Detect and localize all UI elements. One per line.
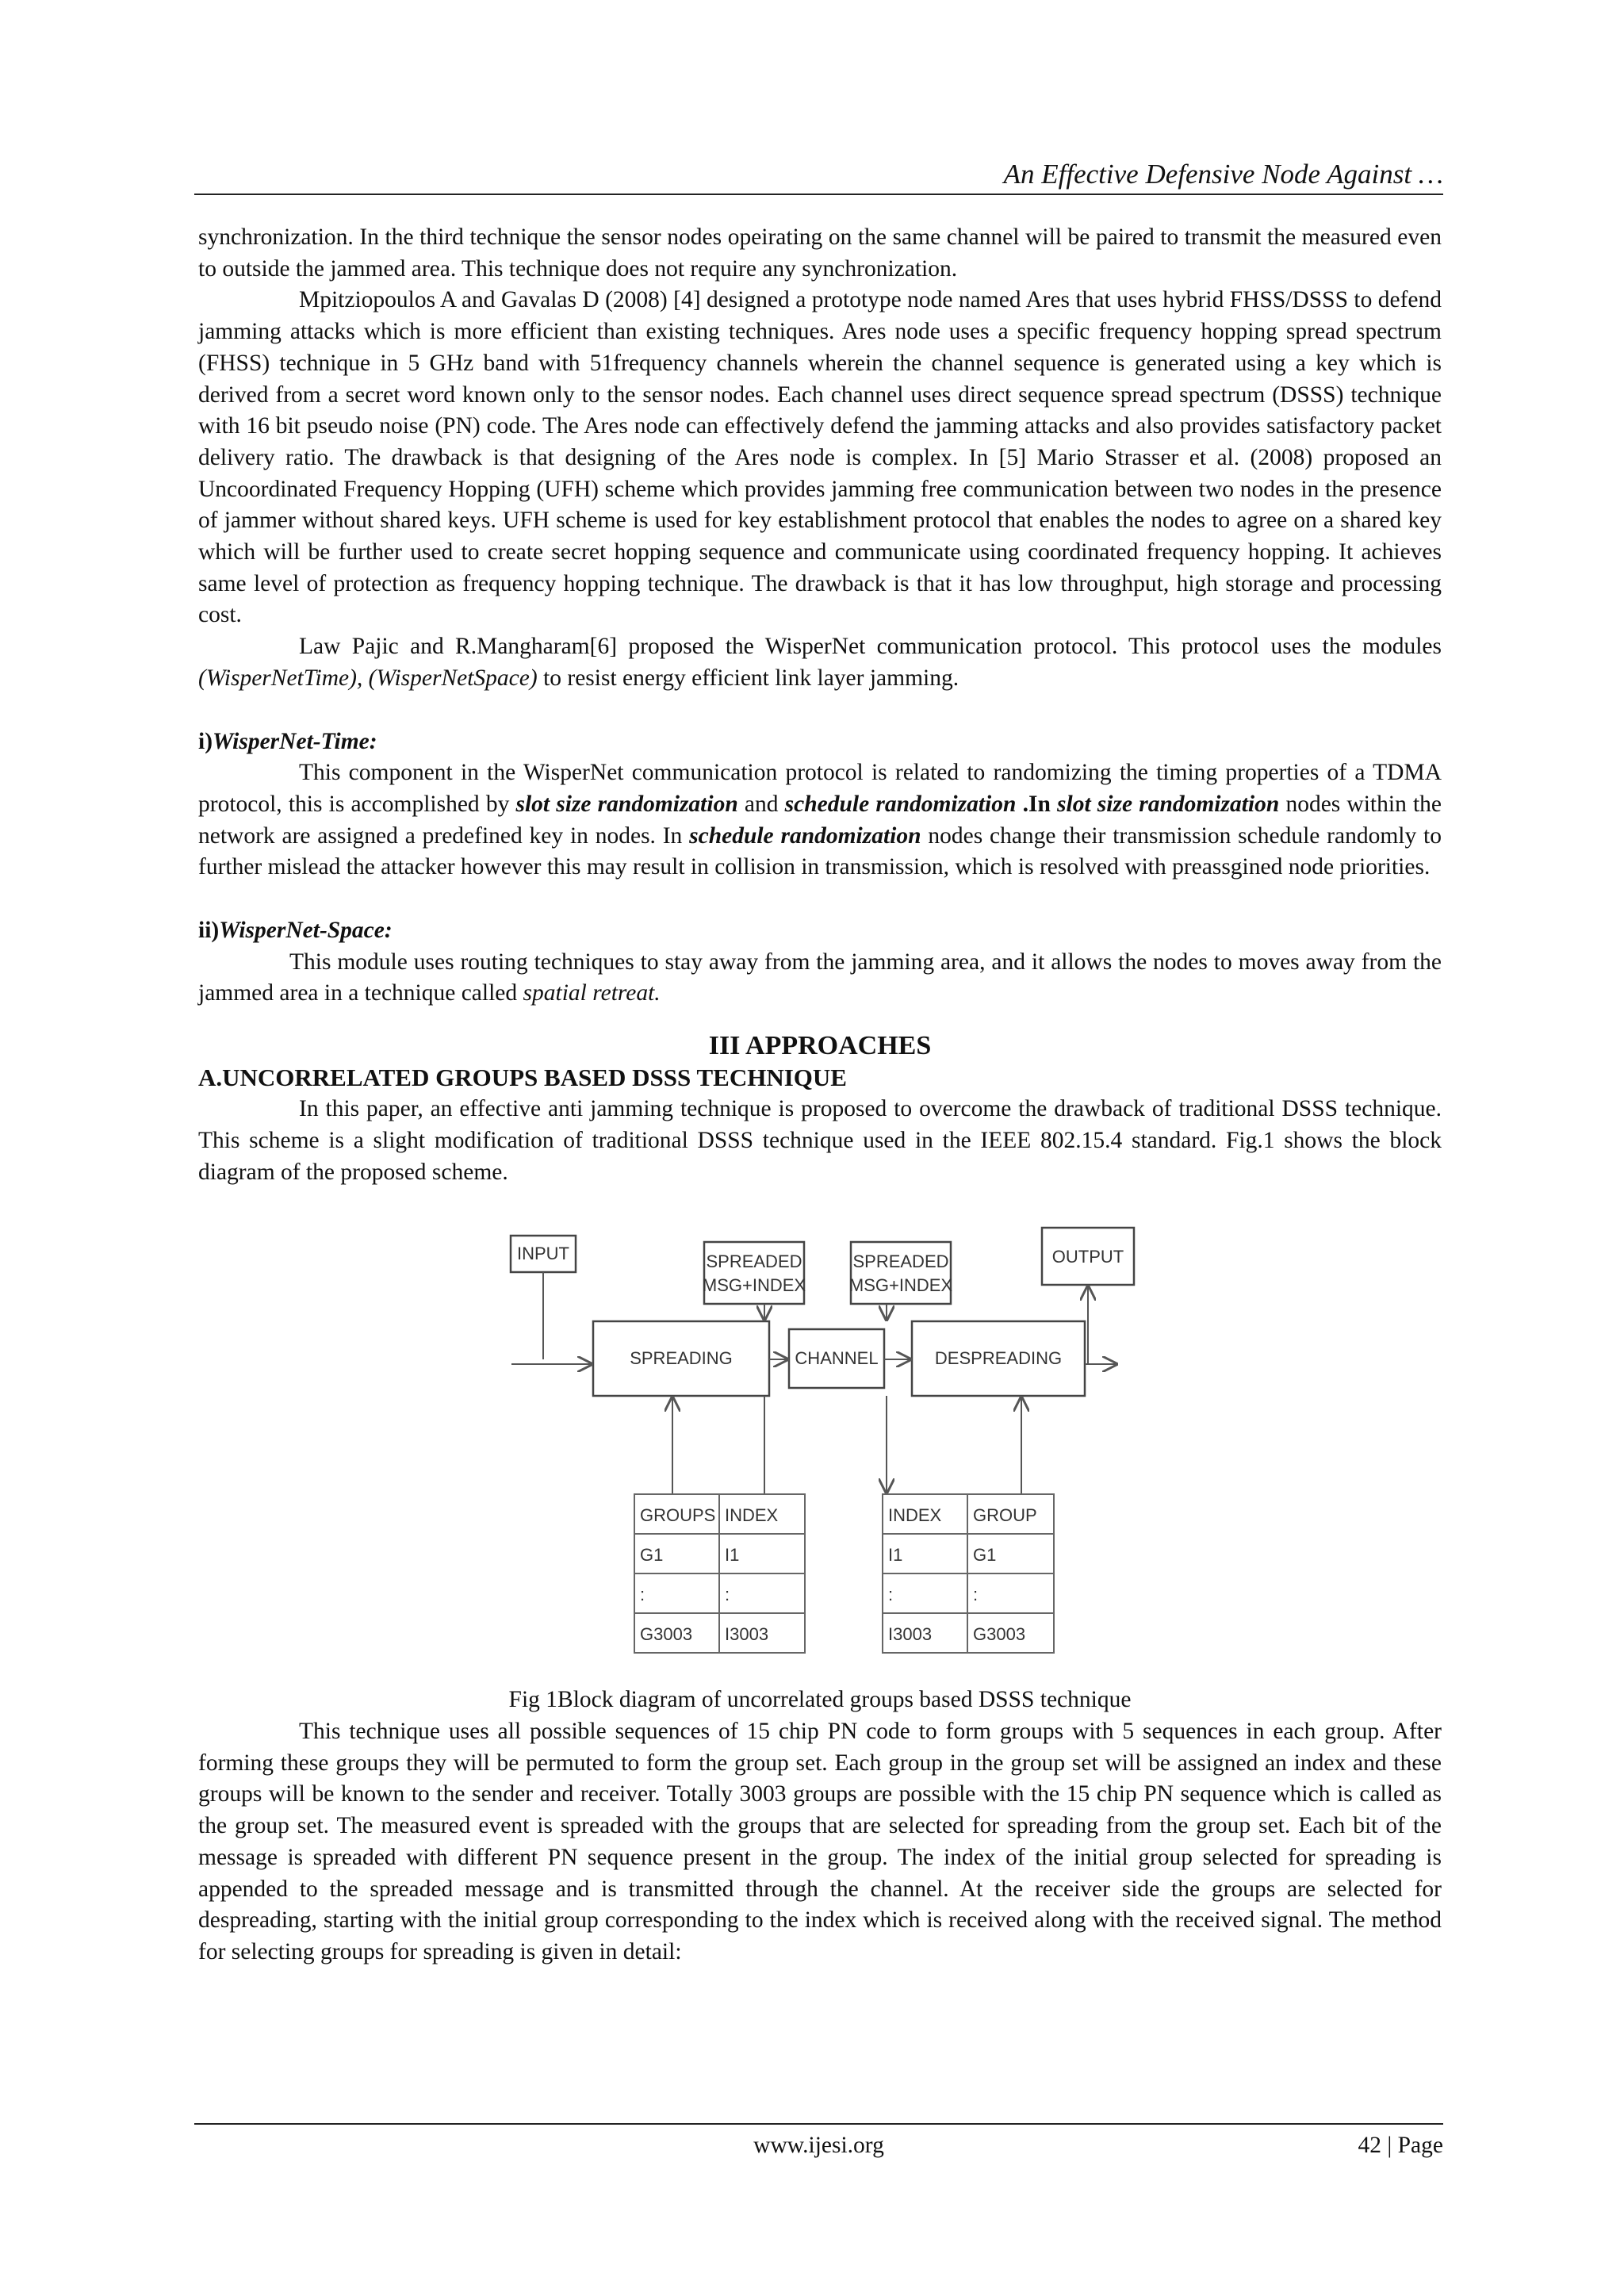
paragraph: Law Pajic and R.Mangharam[6] proposed the WisperNet communication protocol. This protocol uses the modules (WisperNetTime), (WisperNetSpace) to resist energy efficient link layer jamming. [198,634,1442,691]
input-label: INPUT [517,1244,569,1264]
page-number: 42 | Page [1358,2133,1443,2158]
paragraph: This technique uses all possible sequences of 15 chip PN code to form groups with 5 sequences in each group. After forming these groups they will be permuted to form the group set. Each group in the group set will be assigned an index and these groups will be known to the sender and receiver. Totally 3003 groups are possible with the 15 chip PN sequence which is called as the group set. The measured event is spreaded with the groups that are selected for spreading from the group set. Each bit of the message is spreaded with different PN sequence present in the group. The index of the initial group selected for spreading is appended to the spreaded message and is transmitted through the channel. At the receiver side the groups are selected for despreading, starting with the initial group corresponding to the index which is received along with the received signal. The method for selecting groups for spreading is given in detail: [198,1718,1442,1964]
subheading-wispernet-time: i)WisperNet-Time: [198,728,377,754]
table-header: INDEX [725,1505,779,1526]
spreaded-label-right-2: MSG+INDEX [848,1275,953,1296]
header-rule [194,194,1443,195]
spreading-label: SPREADING [630,1348,733,1369]
block-diagram [198,1209,1442,1685]
paragraph: This component in the WisperNet communication protocol is related to randomizing the timing properties of a TDMA protocol, this is accomplished by slot size randomization and schedule randomization .In slot size randomization nodes within the network are assigned a predefined key in nodes. In schedule randomization nodes change their transmission schedule randomly to further mislead the attacker however this may result in collision in transmission, which is resolved with preassgined node priorities. [198,760,1442,880]
footer-rule [194,2123,1443,2125]
table-cell: I1 [888,1545,903,1566]
table-header: GROUP [973,1505,1037,1526]
table-header: GROUPS [640,1505,716,1526]
spreaded-label-left-1: SPREADED [706,1251,802,1272]
subheading-wispernet-space: ii)WisperNet-Space: [198,918,393,944]
table-cell: : [725,1585,730,1605]
table-cell: : [973,1585,979,1605]
despreading-label: DESPREADING [934,1348,1063,1369]
table-header: INDEX [888,1505,942,1526]
table-cell: I1 [725,1545,740,1566]
spreaded-label-left-2: MSG+INDEX [702,1275,806,1296]
running-header: An Effective Defensive Node Against … [1003,159,1443,190]
subsection-title: A.UNCORRELATED GROUPS BASED DSSS TECHNIQUE [198,1064,847,1092]
paragraph: This module uses routing techniques to stay away from the jamming area, and it allows the nodes to moves away from the jammed area in a technique called spatial retreat. [198,949,1442,1006]
spreaded-label-right-1: SPREADED [852,1251,949,1272]
block-diagram-svg [198,1209,1442,1685]
table-cell: I3003 [888,1624,933,1645]
figure-caption: Fig 1Block diagram of uncorrelated groups based DSSS technique [508,1687,1132,1713]
table-cell: : [888,1585,894,1605]
section-title: III APPROACHES [708,1031,932,1061]
body-text [198,222,1442,1968]
output-label: OUTPUT [1051,1247,1124,1267]
table-cell: G1 [973,1545,997,1566]
table-cell: G3003 [973,1624,1026,1645]
paragraph: synchronization. In the third technique the sensor nodes opeirating on the same channel will be paired to transmit the measured even to outside the jammed area. This technique does not require any synchronization. [198,224,1442,282]
footer-url[interactable]: www.ijesi.org [753,2133,884,2158]
index-group-table-right [883,1494,1054,1653]
paragraph: In this paper, an effective anti jamming technique is proposed to overcome the drawback of traditional DSSS technique. This scheme is a slight modification of traditional DSSS technique used in the IEEE 802.15.4 standard. Fig.1 shows the block diagram of the proposed scheme. [198,1096,1442,1185]
channel-label: CHANNEL [795,1348,879,1369]
table-cell: : [640,1585,645,1605]
table-cell: G3003 [640,1624,693,1645]
paragraph: Mpitziopoulos A and Gavalas D (2008) [4] designed a prototype node named Ares that uses hybrid FHSS/DSSS to defend jamming attacks which is more efficient than existing techniques. Ares node uses a specific frequency hopping spread spectrum (FHSS) technique in 5 GHz band with 51frequency channels wherein the channel sequence is generated using a key which is derived from a secret word known only to the sensor nodes. Each channel uses direct sequence spread spectrum (DSSS) technique with 16 bit pseudo noise (PN) code. The Ares node can effectively defend the jamming attacks and also provides satisfactory packet delivery ratio. The drawback is that designing of the Ares node is complex. In [5] Mario Strasser et al. (2008) proposed an Uncoordinated Frequency Hopping (UFH) scheme which provides jamming free communication between two nodes in the presence of jammer without shared keys. UFH scheme is used for key establishment protocol that enables the nodes to agree on a shared key which will be further used to create secret hopping sequence and communicate using coordinated frequency hopping. It achieves same level of protection as frequency hopping technique. The drawback is that it has low throughput, high storage and processing cost. [198,287,1442,628]
table-cell: I3003 [725,1624,769,1645]
table-cell: G1 [640,1545,664,1566]
group-index-table-left [634,1494,805,1653]
